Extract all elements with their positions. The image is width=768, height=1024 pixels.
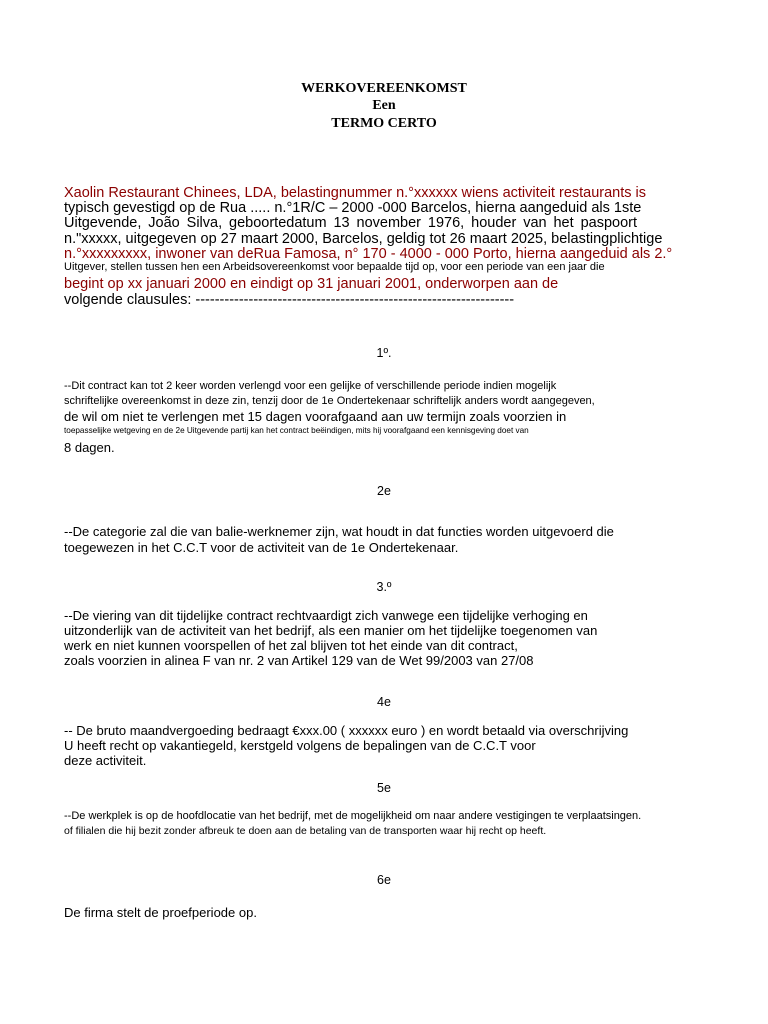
document-title: WERKOVEREENKOMST	[301, 81, 467, 96]
clause-1-line-4: toepasselijke wetgeving en de 2e Uitgevende partij kan het contract beëindigen, mits hij voorafgaand een kennisgeving doet van	[64, 426, 529, 435]
intro-line-2: typisch gevestigd op de Rua ..... n.°1R/C – 2000 -000 Barcelos, hierna aangeduid als 1ste	[64, 200, 642, 216]
clause-1-line-2: schriftelijke overeenkomst in deze zin, tenzij door de 1e Ondertekenaar schriftelijk anders wordt aangegeven,	[64, 395, 595, 407]
intro-line-5: n.°xxxxxxxxx, inwoner van deRua Famosa, n° 170 - 4000 - 000 Porto, hierna aangeduid als 2.°	[64, 246, 673, 262]
clause-5-line-2: of filialen die hij bezit zonder afbreuk te doen aan de betaling van de transporten waar hij recht op heeft.	[64, 825, 547, 837]
clause-3-line-2: uitzonderlijk van de activiteit van het bedrijf, als een manier om het tijdelijke toegenomen van	[64, 623, 598, 638]
clause-5-line-1: --De werkplek is op de hoofdlocatie van het bedrijf, met de mogelijkheid om naar andere vestigingen te verplaatsingen.	[64, 810, 642, 822]
clause-1-line-5: 8 dagen.	[64, 440, 115, 455]
clause-3-line-3: werk en niet kunnen voorspellen of het zal blijven tot het einde van dit contract,	[64, 638, 518, 653]
clause-4-line-1: -- De bruto maandvergoeding bedraagt €xxx.00 ( xxxxxx euro ) en wordt betaald via overschrijving	[64, 723, 629, 738]
clause-1-number: 1º.	[376, 346, 392, 360]
clause-3-number: 3.º	[376, 580, 392, 594]
document-subtitle: Een	[372, 98, 396, 113]
clause-5-number: 5e	[377, 781, 391, 795]
clause-6-number: 6e	[377, 873, 391, 887]
clause-3-line-1: --De viering van dit tijdelijke contract rechtvaardigt zich vanwege een tijdelijke verhoging en	[64, 608, 588, 623]
clause-1-line-1: --Dit contract kan tot 2 keer worden verlengd voor een gelijke of verschillende periode indien mogelijk	[64, 380, 557, 392]
clause-2-line-2: toegewezen in het C.C.T voor de activiteit van de 1e Ondertekenaar.	[64, 540, 459, 555]
clause-2-number: 2e	[377, 484, 391, 498]
intro-line-3: Uitgevende, João Silva, geboortedatum 13 november 1976, houder van het paspoort	[64, 215, 637, 231]
intro-line-1: Xaolin Restaurant Chinees, LDA, belastingnummer n.°xxxxxx wiens activiteit restaurants is	[64, 185, 647, 201]
intro-line-6: Uitgever, stellen tussen hen een Arbeidsovereenkomst voor bepaalde tijd op, voor een periode van een jaar die	[64, 261, 605, 273]
clause-2-line-1: --De categorie zal die van balie-werknemer zijn, wat houdt in dat functies worden uitgevoerd die	[64, 524, 614, 539]
clause-4-number: 4e	[377, 695, 391, 709]
clause-4-line-3: deze activiteit.	[64, 753, 147, 768]
document-subtitle-2: TERMO CERTO	[331, 116, 437, 131]
clause-3-line-4: zoals voorzien in alinea F van nr. 2 van Artikel 129 van de Wet 99/2003 van 27/08	[64, 653, 534, 668]
clause-1-line-3: de wil om niet te verlengen met 15 dagen voorafgaand aan uw termijn zoals voorzien in	[64, 409, 567, 424]
intro-line-8: volgende clausules: ------------------------------------------------------------------	[64, 292, 515, 308]
intro-line-7: begint op xx januari 2000 en eindigt op 31 januari 2001, onderworpen aan de	[64, 276, 559, 292]
clause-4-line-2: U heeft recht op vakantiegeld, kerstgeld volgens de bepalingen van de C.C.T voor	[64, 738, 536, 753]
intro-line-4: n."xxxxx, uitgegeven op 27 maart 2000, Barcelos, geldig tot 26 maart 2025, belastingplichtige	[64, 231, 663, 247]
clause-6-line-1: De firma stelt de proefperiode op.	[64, 905, 257, 920]
